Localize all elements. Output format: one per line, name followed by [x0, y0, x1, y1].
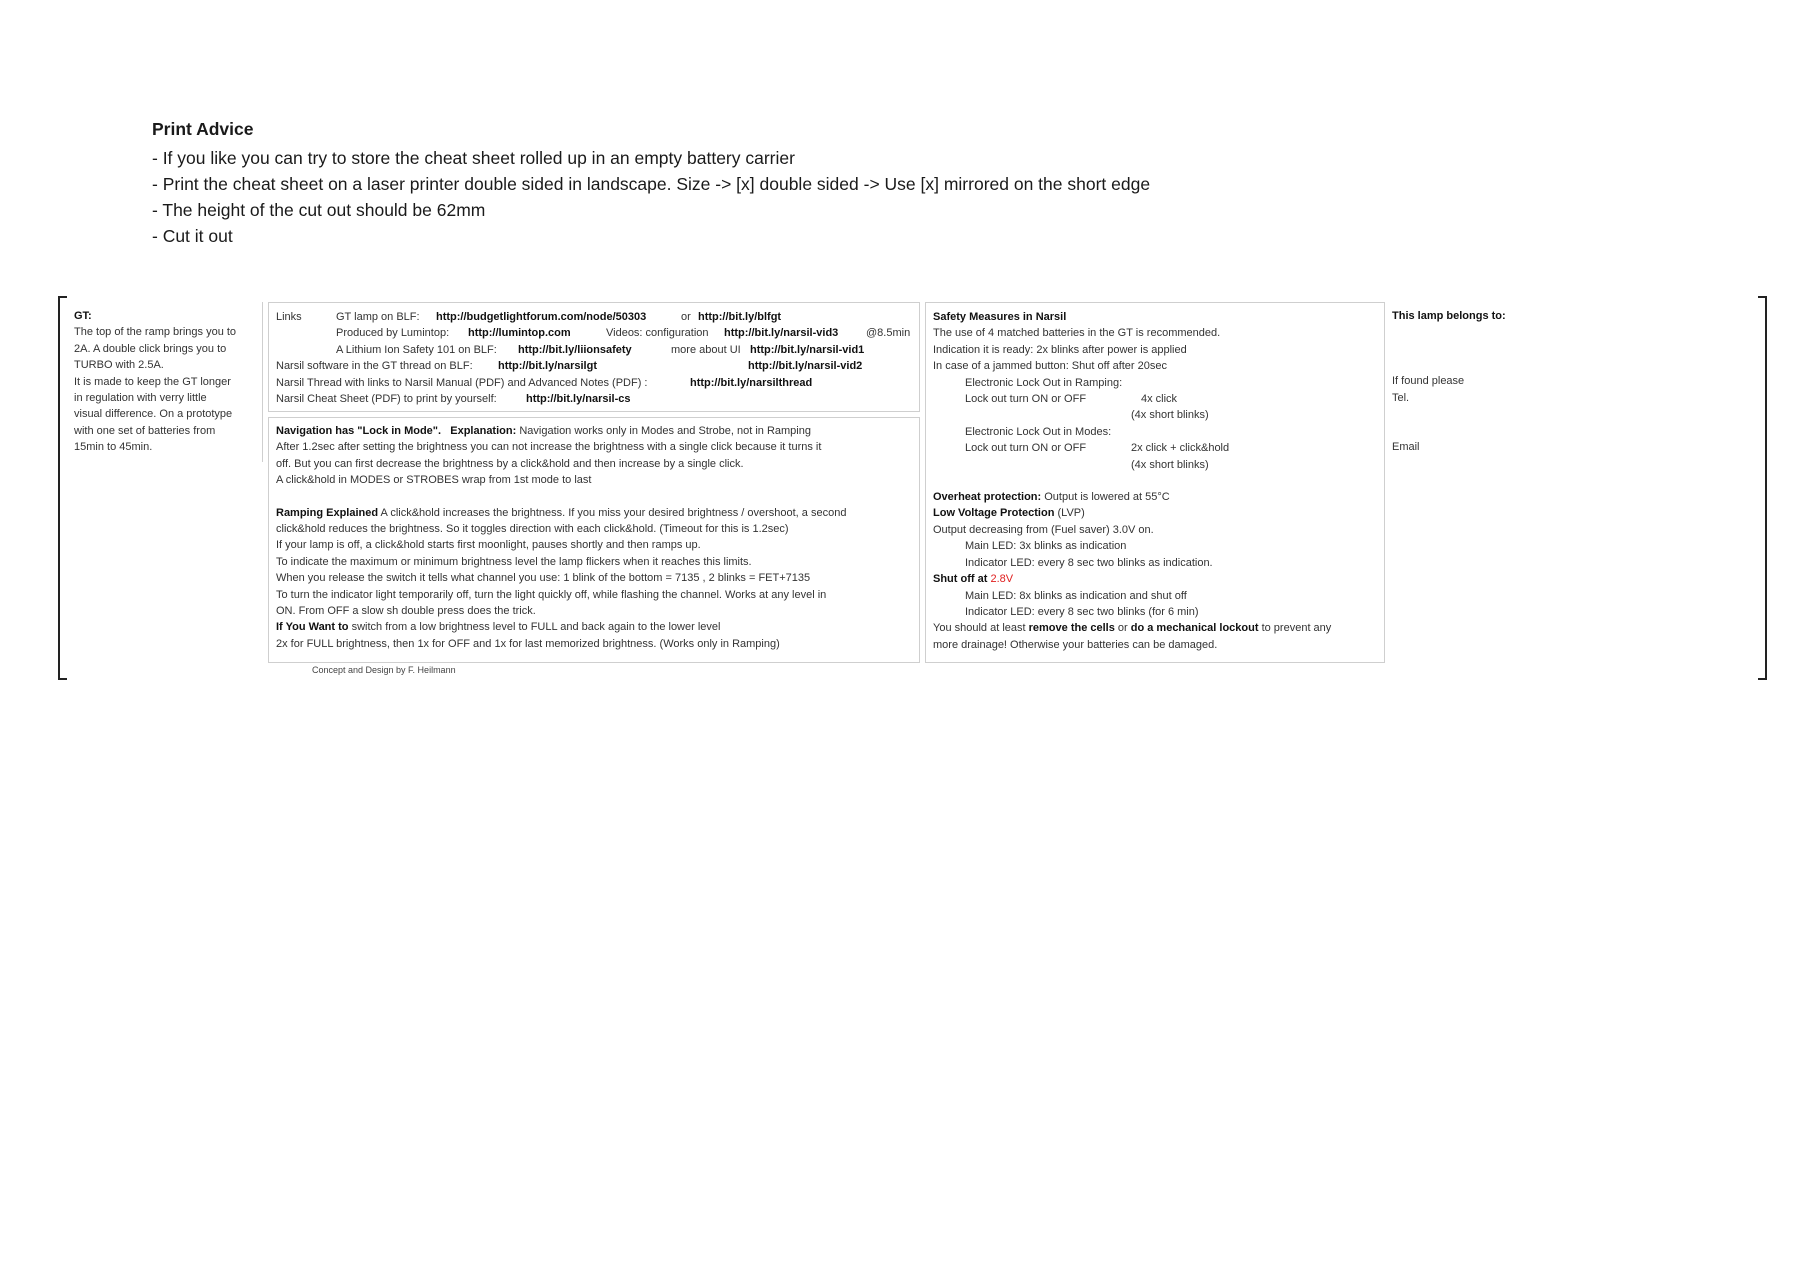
safety-line: Lock out turn ON or OFF	[965, 393, 1087, 406]
advice-line: - Cut it out	[152, 226, 233, 246]
safety-line: The use of 4 matched batteries in the GT is recommended.	[933, 327, 1221, 340]
safety-line: Electronic Lock Out in Ramping:	[965, 376, 1123, 389]
gt-line: visual difference. On a prototype	[74, 408, 233, 421]
gt-line: 2A. A double click brings you to	[74, 342, 227, 355]
safety-line: Indicator LED: every 8 sec two blinks (for 6 min)	[965, 605, 1199, 618]
safety-panel	[925, 302, 1385, 663]
safety-line: You should at least	[933, 622, 1026, 635]
link-url[interactable]: http://bit.ly/narsilthread	[690, 376, 813, 389]
link-text: Produced by Lumintop:	[336, 327, 450, 340]
gt-line: in regulation with verry little	[74, 392, 207, 405]
advice-line: - If you like you can try to store the cheat sheet rolled up in an empty battery carrier	[152, 148, 795, 168]
safety-emphasis: do a mechanical lockout	[1130, 622, 1259, 635]
advice-line: - Print the cheat sheet on a laser printer double sided in landscape. Size -> [x] double sided -> Use [x] mirrored on the short edge	[152, 174, 1151, 194]
safety-line: Electronic Lock Out in Modes:	[965, 425, 1112, 438]
cut-mark-right	[1758, 296, 1767, 680]
owner-panel	[1392, 302, 1722, 472]
safety-line: to prevent any	[1261, 622, 1332, 635]
ramping-line: To indicate the maximum or minimum brightness level the lamp flickers when it reaches this limits.	[276, 555, 752, 568]
safety-line: 2x click + click&hold	[1131, 442, 1230, 455]
links-panel	[268, 302, 920, 412]
gt-panel	[68, 302, 263, 462]
safety-emphasis: remove the cells	[1028, 622, 1115, 635]
owner-tel: Tel.	[1392, 391, 1410, 404]
safety-line: Main LED: 3x blinks as indication	[965, 540, 1127, 553]
ramping-title: Ramping Explained	[276, 506, 379, 519]
nav-line: After 1.2sec after setting the brightness you can not increase the brightness with a single click because it turns it	[276, 441, 822, 454]
ramping-line: ON. From OFF a slow sh double press does the trick.	[276, 605, 536, 618]
if-you-want-title: If You Want to	[276, 621, 349, 634]
explanation-label: Explanation:	[450, 425, 517, 437]
safety-line: Output decreasing from (Fuel saver) 3.0V on.	[933, 523, 1154, 536]
link-text: Videos: configuration	[606, 327, 709, 340]
safety-line: or	[1117, 622, 1128, 635]
lvp-text: (LVP)	[1057, 507, 1085, 520]
explanation-text: Navigation works only in Modes and Strobe, not in Ramping	[519, 425, 811, 437]
overheat-text: Output is lowered at 55°C	[1044, 491, 1170, 504]
link-url[interactable]: http://bit.ly/narsil-vid1	[750, 343, 865, 356]
nav-line: off. But you can first decrease the brightness by a click&hold and then increase by a single click.	[276, 457, 744, 470]
ramping-line: To turn the indicator light temporarily off, turn the light quickly off, while flashing the channel. Works at any level in	[276, 588, 827, 601]
safety-line: (4x short blinks)	[1131, 458, 1209, 471]
link-url[interactable]: http://bit.ly/narsil-cs	[526, 392, 631, 405]
link-text: @8.5min	[866, 327, 911, 340]
navigation-panel	[268, 417, 920, 663]
owner-found: If found please	[1392, 375, 1465, 388]
link-url[interactable]: http://bit.ly/narsil-vid2	[748, 360, 863, 373]
lock-in-mode-title: Navigation has "Lock in Mode".	[276, 425, 442, 437]
safety-line: 4x click	[1141, 393, 1178, 406]
link-text: or	[681, 311, 691, 323]
gt-line: 15min to 45min.	[74, 441, 153, 454]
gt-line: It is made to keep the GT longer	[74, 375, 231, 388]
owner-email: Email	[1392, 441, 1420, 454]
link-text: A Lithium Ion Safety 101 on BLF:	[336, 343, 497, 356]
design-credit: Concept and Design by F. Heilmann	[312, 665, 456, 675]
safety-line: (4x short blinks)	[1131, 409, 1209, 422]
lvp-label: Low Voltage Protection	[933, 507, 1055, 520]
ramping-line: click&hold reduces the brightness. So it toggles direction with each click&hold. (Timeout for this is 1.2sec)	[276, 523, 789, 536]
link-url[interactable]: http://bit.ly/blfgt	[698, 311, 782, 323]
gt-line: The top of the ramp brings you to	[74, 326, 237, 339]
ramping-line: A click&hold increases the brightness. If you miss your desired brightness / overshoot, a second	[380, 506, 847, 519]
shut-off-voltage: 2.8V	[990, 573, 1014, 586]
link-url[interactable]: http://bit.ly/narsil-vid3	[724, 327, 839, 340]
advice-line: - The height of the cut out should be 62mm	[152, 200, 486, 220]
link-text: Narsil Thread with links to Narsil Manual (PDF) and Advanced Notes (PDF) :	[276, 376, 648, 389]
link-text: Narsil software in the GT thread on BLF:	[276, 360, 473, 373]
link-url[interactable]: http://bit.ly/liionsafety	[518, 343, 632, 356]
safety-line: more drainage! Otherwise your batteries can be damaged.	[933, 638, 1218, 651]
safety-line: Indicator LED: every 8 sec two blinks as indication.	[965, 556, 1213, 569]
if-you-want-line: 2x for FULL brightness, then 1x for OFF and 1x for last memorized brightness. (Works only in Ramping)	[276, 637, 780, 650]
safety-line: Main LED: 8x blinks as indication and shut off	[965, 589, 1187, 602]
safety-line: Lock out turn ON or OFF	[965, 442, 1087, 455]
safety-line: Indication it is ready: 2x blinks after power is applied	[933, 343, 1187, 356]
owner-title: This lamp belongs to:	[1392, 310, 1506, 322]
links-label: Links	[276, 311, 302, 323]
link-text: Narsil Cheat Sheet (PDF) to print by yourself:	[276, 392, 497, 405]
if-you-want-text: switch from a low brightness level to FULL and back again to the lower level	[351, 621, 721, 634]
gt-line: TURBO with 2.5A.	[74, 359, 164, 372]
link-url[interactable]: http://budgetlightforum.com/node/50303	[436, 311, 647, 323]
link-url[interactable]: http://bit.ly/narsilgt	[498, 360, 597, 373]
overheat-label: Overheat protection:	[933, 491, 1042, 504]
gt-line: with one set of batteries from	[74, 424, 216, 437]
nav-line: A click&hold in MODES or STROBES wrap from 1st mode to last	[276, 474, 592, 487]
cut-mark-left	[58, 296, 67, 680]
safety-line: In case of a jammed button: Shut off after 20sec	[933, 360, 1167, 373]
print-advice-title: Print Advice	[152, 119, 254, 139]
gt-title: GT:	[74, 310, 92, 322]
ramping-line: When you release the switch it tells what channel you use: 1 blink of the bottom = 7135 , 2 blinks = FET+7135	[276, 572, 811, 585]
ramping-line: If your lamp is off, a click&hold starts first moonlight, pauses shortly and then ramps up.	[276, 539, 701, 552]
shut-off-label: Shut off at	[933, 573, 988, 586]
link-url[interactable]: http://lumintop.com	[468, 327, 571, 340]
link-text: more about UI	[671, 343, 741, 356]
safety-title: Safety Measures in Narsil	[933, 311, 1067, 323]
link-text: GT lamp on BLF:	[336, 311, 420, 323]
print-advice	[152, 118, 1552, 249]
